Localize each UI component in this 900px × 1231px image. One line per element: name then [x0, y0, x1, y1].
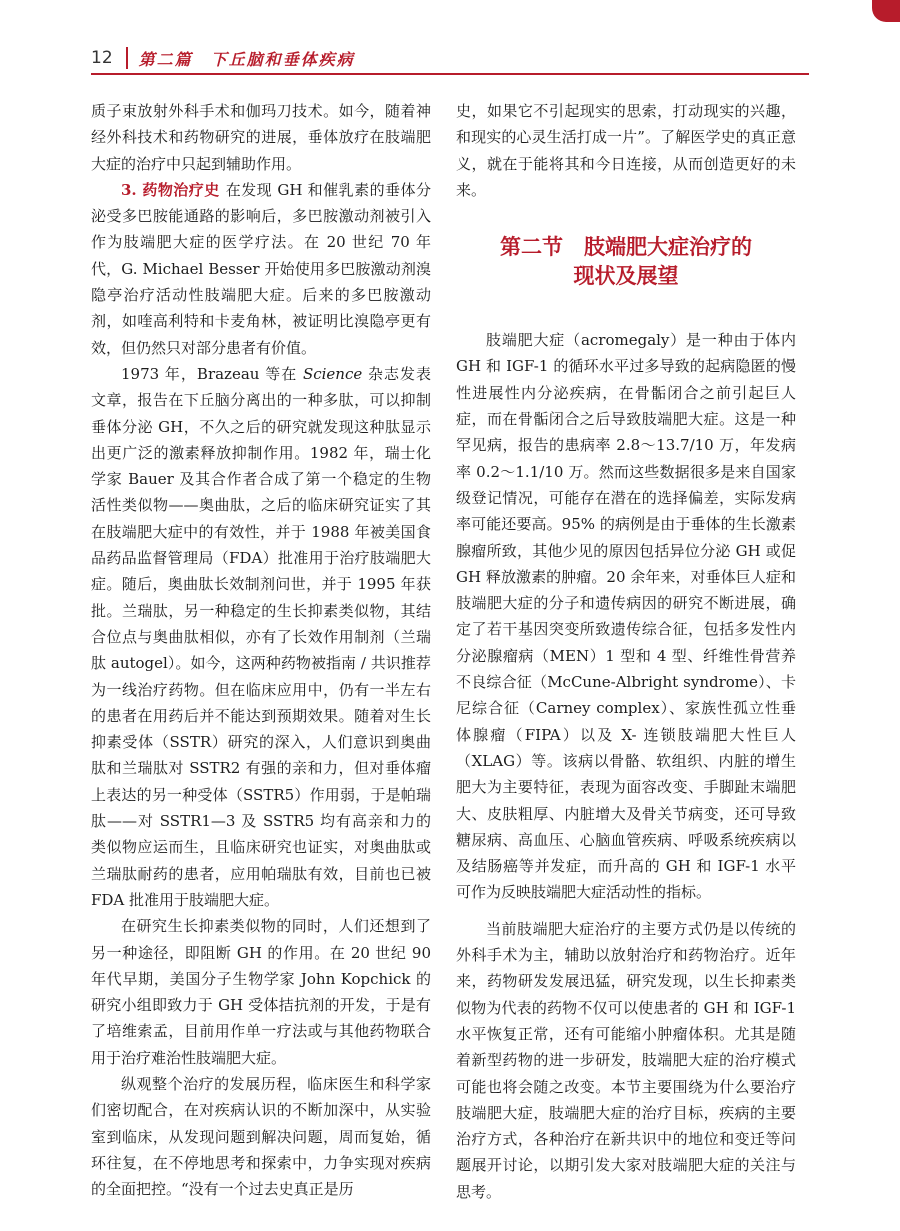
- paragraph: 史，如果它不引起现实的思索，打动现实的兴趣，和现实的心灵生活打成一片”。了解医学史的真正意义，就在于能将其和今日连接，从而创造更好的未来。: [456, 102, 796, 199]
- journal-name: Science: [302, 364, 363, 383]
- corner-tab: [872, 0, 900, 22]
- paragraph: [91, 361, 431, 913]
- paragraph-text: 在发现 GH 和催乳素的垂体分泌受多巴胺能通路的影响后，多巴胺激动剂被引入作为肢端肥大症的医学疗法。在 20 世纪 70 年代，G. Michael Besser 开始使用多巴胺激动剂溴隐亭治疗活动性肢端肥大症。后来的多巴胺激动剂，如喹高利特和卡麦角林，被证明比溴隐亭更有效，但仍然只对部分患者有价值。: [91, 180, 431, 357]
- subsection-heading: 3. 药物治疗史: [121, 180, 220, 199]
- paragraph-text: 1973 年，Brazeau 等在: [121, 364, 303, 383]
- header-rule: [91, 73, 809, 75]
- right-column: [456, 98, 796, 1205]
- paragraph-drug-history: [91, 177, 431, 361]
- page-number: 12: [91, 48, 113, 68]
- running-header: [91, 44, 355, 72]
- paragraph-text: 杂志发表文章，报告在下丘脑分离出的一种多肽，可以抑制垂体分泌 GH，不久之后的研究就发现这种肽显示出更广泛的激素释放抑制作用。1982 年，瑞士化学家 Bauer 及其合作者合成了第一个稳定的生物活性类似物——奥曲肽，之后的临床研究证实了其在肢端肥大症中的有效性，并于 1988 年被美国食品药品监督管理局（FDA）批准用于治疗肢端肥大症。随后，奥曲肽长效制剂问世，并于 1995 年获批。兰瑞肽，另一种稳定的生长抑素类似物，其结合位点与奥曲肽相似，亦有了长效作用制剂（兰瑞肽 autogel）。如今，这两种药物被指南 / 共识推荐为一线治疗药物。但在临床应用中，仍有一半左右的患者在用药后并不能达到预期效果。随着对生长抑素受体（SSTR）研究的深入，人们意识到奥曲肽和兰瑞肽对 SSTR2 有强的亲和力，但对垂体瘤上表达的另一种受体（SSTR5）作用弱，于是帕瑞肽——对 SSTR1—3 及 SSTR5 均有高亲和力的类似物应运而生，且临床研究也证实，对奥曲肽或兰瑞肽耐药的患者，应用帕瑞肽有效，目前也已被 FDA 批准用于肢端肥大症。: [91, 364, 431, 909]
- left-column: [91, 98, 431, 1202]
- section-title-line: 第二节 肢端肥大症治疗的: [500, 235, 752, 260]
- section-title-line: 现状及展望: [573, 264, 679, 289]
- paragraph: 在研究生长抑素类似物的同时，人们还想到了另一种途径，即阻断 GH 的作用。在 20 世纪 90 年代早期，美国分子生物学家 John Kopchick 的研究小组即致力于 GH 受体拮抗剂的开发，于是有了培维索孟，目前用作单一疗法或与其他药物联合用于治疗难治性肢端肥大症。: [91, 917, 431, 1067]
- paragraph: 肢端肥大症（acromegaly）是一种由于体内 GH 和 IGF-1 的循环水平过多导致的起病隐匿的慢性进展性内分泌疾病，在骨骺闭合之前引起巨人症，而在骨骺闭合之后导致肢端肥大症。这是一种罕见病，报告的患病率 2.8～13.7/10 万，年发病率 0.2～1.1/10 万。然而这些数据很多是来自国家级登记情况，可能存在潜在的选择偏差，实际发病率可能还要高。95% 的病例是由于垂体的生长激素腺瘤所致，其他少见的原因包括异位分泌 GH 或促 GH 释放激素的肿瘤。20 余年来，对垂体巨人症和肢端肥大症的分子和遗传病因的研究不断进展，确定了若干基因突变所致遗传综合征，包括多发性内分泌腺瘤病（MEN）1 型和 4 型、纤维性骨营养不良综合征（McCune-Albright syndrome）、卡尼综合征（Carney complex）、家族性孤立性垂体腺瘤（FIPA）以及 X- 连锁肢端肥大性巨人（XLAG）等。该病以骨骼、软组织、内脏的增生肥大为主要特征，表现为面容改变、手脚趾末端肥大、皮肤粗厚、内脏增大及骨关节病变，还可导致糖尿病、高血压、心脑血管疾病、呼吸系统疾病以及结肠癌等并发症，而升高的 GH 和 IGF-1 水平可作为反映肢端肥大症活动性的指标。: [456, 331, 796, 902]
- section-title: [456, 233, 796, 291]
- header-divider: [126, 47, 128, 69]
- paragraph-gap: [456, 906, 796, 916]
- part-title: 第二篇 下丘脑和垂体疾病: [138, 49, 355, 69]
- paragraph: 质子束放射外科手术和伽玛刀技术。如今，随着神经外科技术和药物研究的进展，垂体放疗在肢端肥大症的治疗中只起到辅助作用。: [91, 102, 431, 173]
- paragraph: 纵观整个治疗的发展历程，临床医生和科学家们密切配合，在对疾病认识的不断加深中，从实验室到临床，从发现问题到解决问题，周而复始，循环往复，在不停地思考和探索中，力争实现对疾病的全面把控。“没有一个过去史真正是历: [91, 1074, 431, 1199]
- paragraph: 当前肢端肥大症治疗的主要方式仍是以传统的外科手术为主，辅助以放射治疗和药物治疗。近年来，药物研发发展迅猛，研究发现，以生长抑素类似物为代表的药物不仅可以使患者的 GH 和 IGF-1 水平恢复正常，还有可能缩小肿瘤体积。尤其是随着新型药物的进一步研发，肢端肥大症的治疗模式可能也将会随之改变。本节主要围绕为什么要治疗肢端肥大症，肢端肥大症的治疗目标，疾病的主要治疗方式，各种治疗在新共识中的地位和变迁等问题展开讨论，以期引发大家对肢端肥大症的关注与思考。: [456, 919, 796, 1201]
